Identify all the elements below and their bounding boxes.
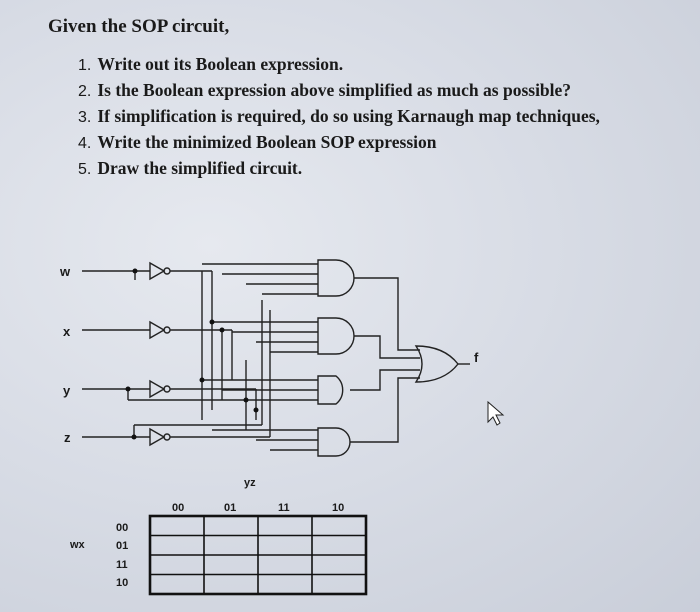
kmap-row-header: 11 bbox=[116, 559, 128, 571]
kmap-col-header: 01 bbox=[224, 502, 237, 514]
karnaugh-map bbox=[69, 477, 366, 594]
kmap-row-header: 00 bbox=[116, 522, 129, 534]
step-item: 3. If simplification is required, do so using Karnaugh map techniques, bbox=[78, 106, 600, 126]
step-item: 2. Is the Boolean expression above simplified as much as possible? bbox=[78, 80, 572, 100]
kmap-col-header: 00 bbox=[172, 502, 185, 514]
and-gate-2 bbox=[318, 318, 354, 354]
kmap-col-header: 10 bbox=[332, 502, 345, 514]
and-input-wires bbox=[202, 264, 318, 450]
kmap-col-var: yz bbox=[244, 477, 256, 489]
and-gate-3 bbox=[318, 376, 343, 404]
inverter-y bbox=[150, 381, 256, 397]
input-label-z: z bbox=[64, 430, 71, 445]
kmap-row-var: wx bbox=[70, 539, 85, 551]
output-label-f: f bbox=[474, 350, 479, 365]
and-gate-4 bbox=[318, 428, 350, 456]
input-label-w: w bbox=[60, 264, 71, 279]
step-item: 1. Write out its Boolean expression. bbox=[78, 54, 344, 74]
question-title: Given the SOP circuit, bbox=[48, 16, 230, 37]
kmap-row-header: 01 bbox=[116, 540, 129, 552]
and-gate-1 bbox=[318, 260, 354, 296]
kmap-col-header: 11 bbox=[278, 502, 290, 514]
or-input-wires bbox=[350, 278, 420, 442]
cursor-icon bbox=[488, 402, 503, 425]
input-wires bbox=[82, 271, 150, 437]
kmap-row-header: 10 bbox=[116, 577, 129, 589]
inverter-z bbox=[150, 429, 270, 445]
step-item: 5. Draw the simplified circuit. bbox=[78, 158, 303, 178]
junction-dots bbox=[126, 269, 259, 440]
or-gate bbox=[416, 346, 470, 382]
input-label-y: y bbox=[63, 383, 71, 398]
bus-wires bbox=[128, 271, 270, 437]
input-label-x: x bbox=[63, 324, 71, 339]
step-item: 4. Write the minimized Boolean SOP expression bbox=[78, 132, 437, 152]
